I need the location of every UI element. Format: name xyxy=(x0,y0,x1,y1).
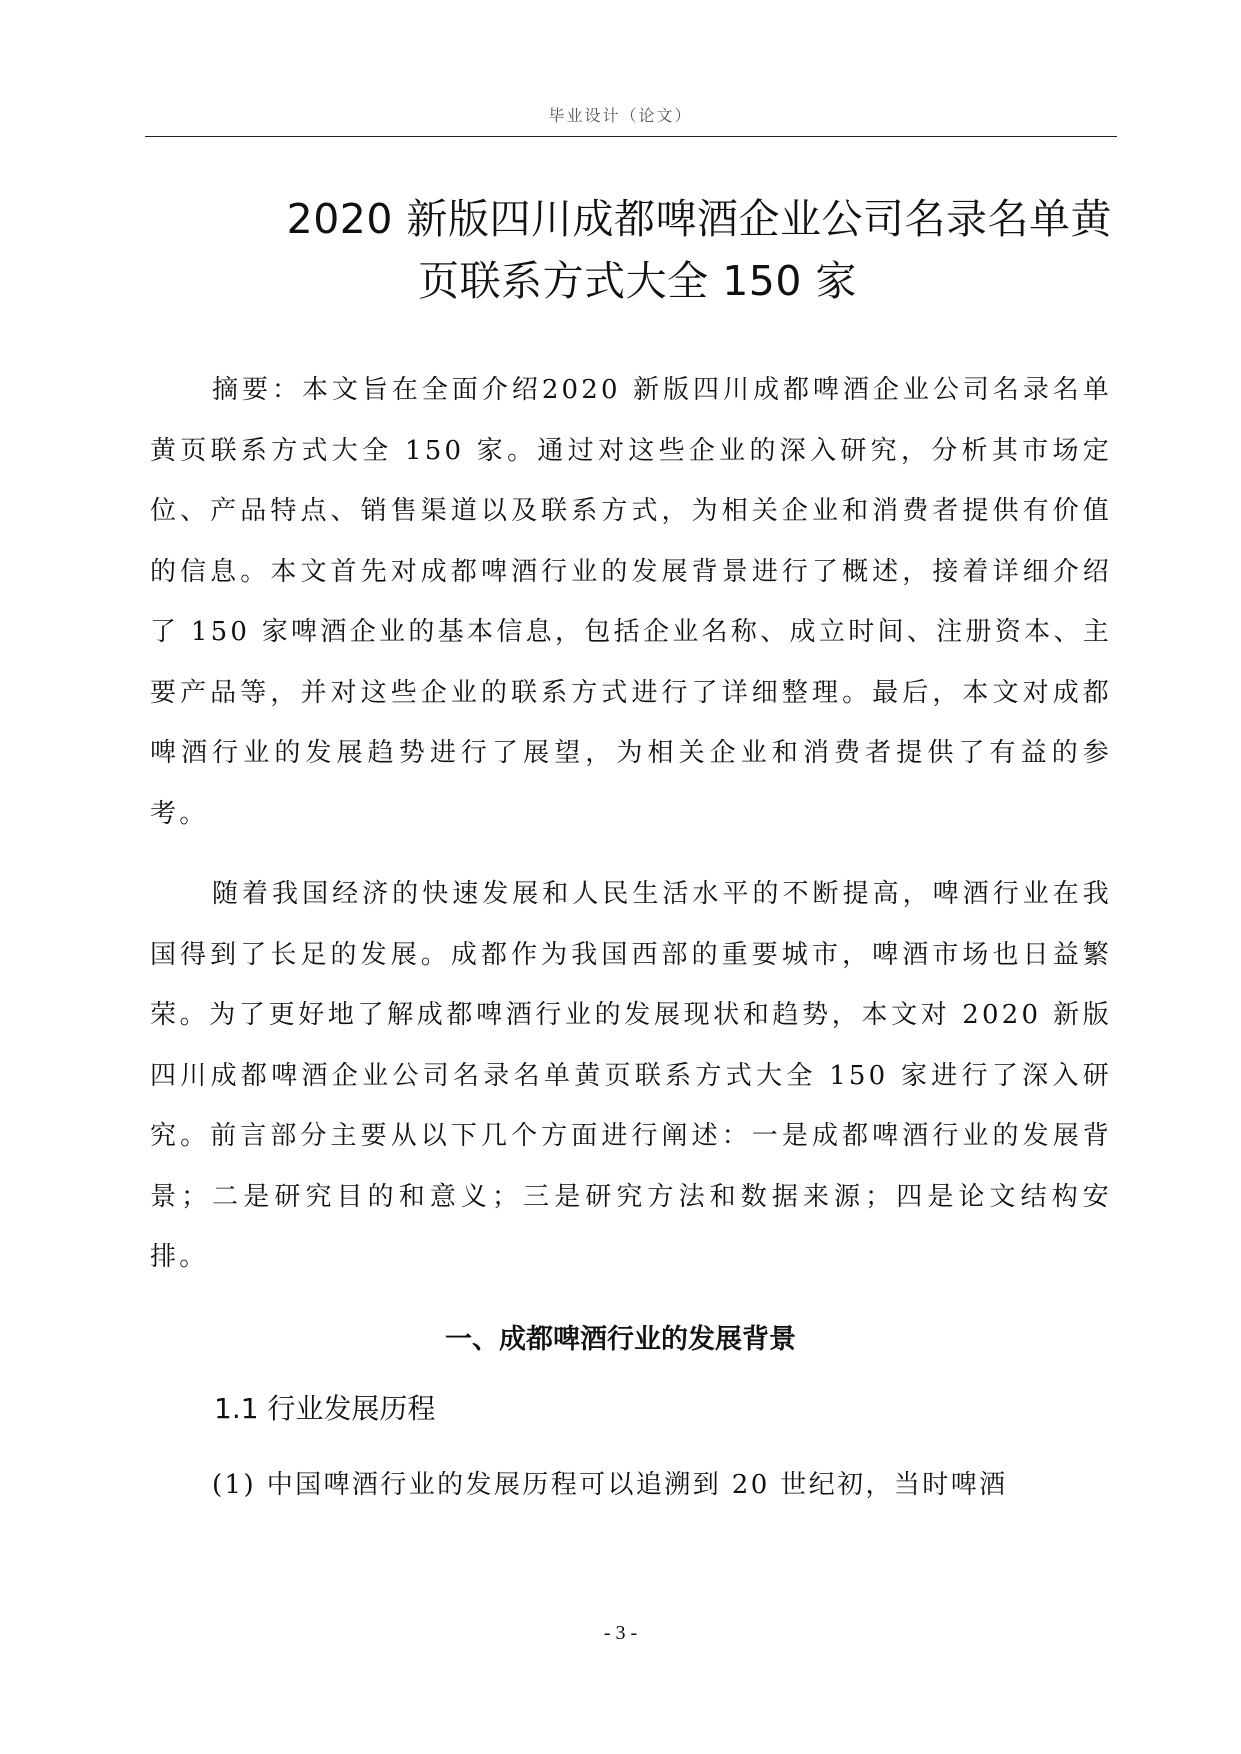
page-number: - 3 - xyxy=(603,1622,638,1644)
list-item-paragraph: (1) 中国啤酒行业的发展历程可以追溯到 20 世纪初，当时啤酒 xyxy=(212,1470,1008,1500)
document-title-line-1: 2020 新版四川成都啤酒企业公司名录名单黄 xyxy=(286,195,1112,243)
page-header: 毕业设计（论文） xyxy=(548,106,693,125)
document-title xyxy=(150,188,1112,312)
section-heading: 一、成都啤酒行业的发展背景 xyxy=(445,1324,796,1355)
intro-paragraph: 随着我国经济的快速发展和人民生活水平的不断提高，啤酒行业在我国得到了长足的发展。成都作为我国西部的重要城市，啤酒市场也日益繁荣。为了更好地了解成都啤酒行业的发展现状和趋势，本文对 2020 新版四川成都啤酒企业公司名录名单黄页联系方式大全 150 家进行了深入研究。前言部分主要从以下几个方面进行阐述：一是成都啤酒行业的发展背景；二是研究目的和意义；三是研究方法和数据来源；四是论文结构安排。 xyxy=(150,879,1112,1272)
header-divider xyxy=(145,136,1117,137)
abstract-paragraph: 摘要：本文旨在全面介绍2020 新版四川成都啤酒企业公司名录名单黄页联系方式大全 150 家。通过对这些企业的深入研究，分析其市场定位、产品特点、销售渠道以及联系方式，为相关企业和消费者提供有价值的信息。本文首先对成都啤酒行业的发展背景进行了概述，接着详细介绍了 150 家啤酒企业的基本信息，包括企业名称、成立时间、注册资本、主要产品等，并对这些企业的联系方式进行了详细整理。最后，本文对成都啤酒行业的发展趋势进行了展望，为相关企业和消费者提供了有益的参考。 xyxy=(150,375,1112,829)
subsection-heading: 1.1 行业发展历程 xyxy=(214,1392,436,1425)
document-title-line-2: 页联系方式大全 150 家 xyxy=(418,257,857,305)
